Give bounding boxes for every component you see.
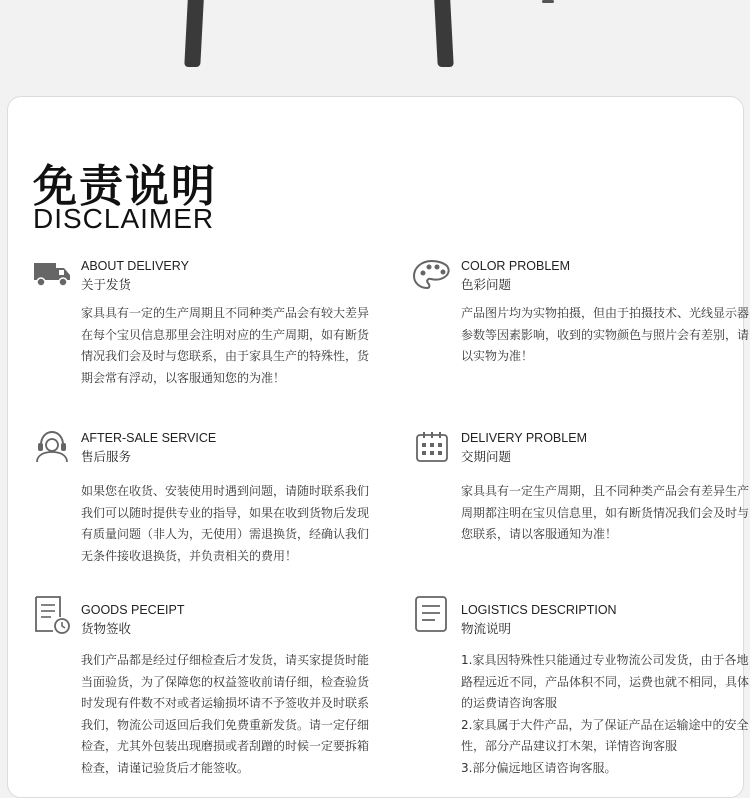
section-title-cn: 色彩问题 [461, 277, 512, 292]
section-body: 如果您在收货、安装使用时遇到问题，请随时联系我们我们可以随时提供专业的指导，如果在收到货物后发现有质量问题（非人为，无使用）需退换货，经确认我们无条件接收退换货，并负责相关的费用！ [81, 484, 370, 563]
section-body: 家具具有一定生产周期，且不同种类产品会有差异生产周期都注明在宝贝信息里，如有断货情况我们会及时与您联系，请以客服通知为准！ [461, 484, 750, 541]
palette-icon [413, 259, 451, 297]
section-title-cn: 交期问题 [461, 449, 512, 464]
logistics-line-2: 2.家具属于大件产品，为了保证产品在运输途中的安全性，部分产品建议打木架，详情咨询客服 [461, 717, 749, 753]
section-title-en: GOODS PECEIPT [81, 603, 185, 617]
calendar-icon [413, 431, 451, 469]
product-image-strip [0, 0, 750, 92]
receipt-clock-icon [33, 595, 71, 633]
section-title-cn: 售后服务 [81, 449, 132, 464]
chair-leg-tip [542, 0, 554, 3]
logistics-line-3: 3.部分偏远地区请咨询客服。 [461, 760, 617, 775]
truck-icon [33, 259, 71, 297]
chair-leg-right [434, 0, 454, 67]
section-title-cn: 货物签收 [81, 621, 132, 636]
document-icon [413, 595, 451, 633]
chair-leg-left [184, 0, 204, 67]
section-title-cn: 物流说明 [461, 621, 512, 636]
section-title-en: LOGISTICS DESCRIPTION [461, 603, 617, 617]
section-title-en: AFTER-SALE SERVICE [81, 431, 217, 445]
section-body: 我们产品都是经过仔细检查后才发货，请买家提货时能当面验货，为了保障您的权益签收前请仔细，检查验货时发现有件数不对或者运输损坏请不予签收并及时联系我们，物流公司返回后我们免费重新发货。请一定仔细检查，尤其外包装出现磨损或者刮蹭的时候一定要拆箱检查，请谨记验货后才能签收。 [81, 653, 370, 775]
logistics-line-1: 1.家具因特殊性只能通过专业物流公司发货，由于各地路程远近不同，产品体积不同，运费也就不相同，具体的运费请咨询客服 [461, 653, 750, 710]
section-title-en: COLOR PROBLEM [461, 259, 571, 273]
section-title-en: DELIVERY PROBLEM [461, 431, 587, 445]
page-subtitle: DISCLAIMER [33, 203, 215, 234]
section-body: 家具具有一定的生产周期且不同种类产品会有较大差异在每个宝贝信息那里会注明对应的生产周期，如有断货情况我们会及时与您联系，由于家具生产的特殊性，货期会常有浮动，以客服通知您的为准！ [81, 306, 370, 385]
section-body: 产品图片均为实物拍摄，但由于拍摄技术、光线显示器参数等因素影响，收到的实物颜色与照片会有差别，请以实物为准！ [461, 306, 750, 363]
section-title-en: ABOUT DELIVERY [81, 259, 189, 273]
headset-icon [33, 431, 71, 469]
section-title-cn: 关于发货 [81, 277, 132, 292]
section-body [461, 650, 750, 779]
page-title: 免责说明 [33, 161, 217, 212]
